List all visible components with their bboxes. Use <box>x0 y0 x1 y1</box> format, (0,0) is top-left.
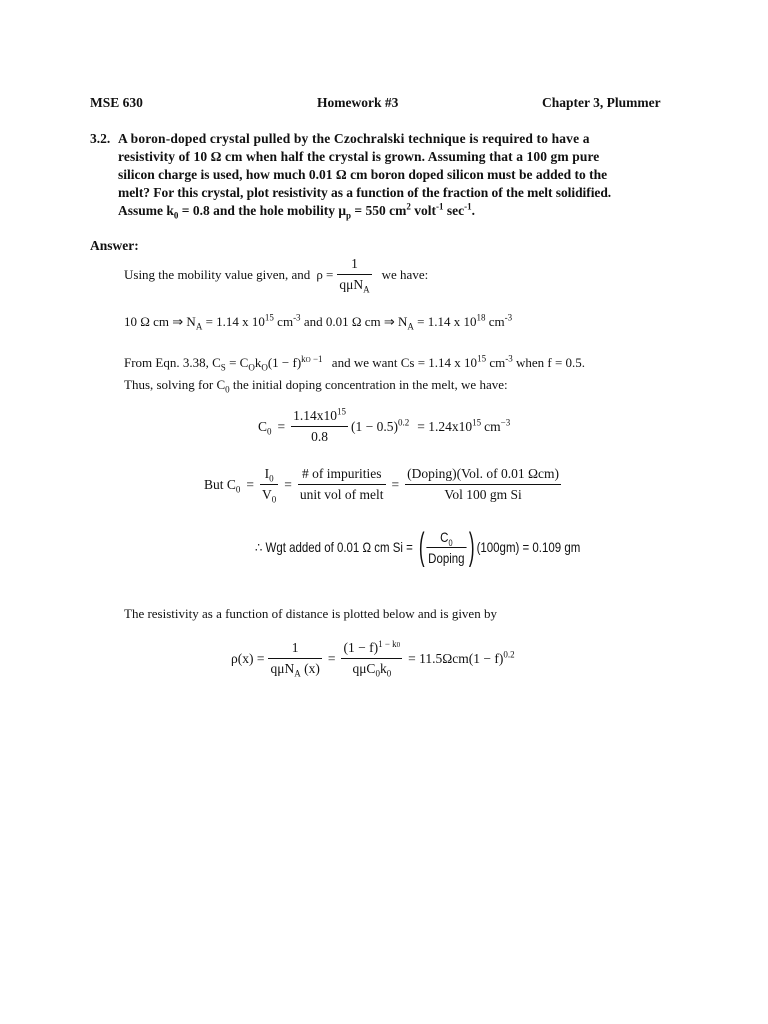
rho-x-fraction-1: $\frac{1}{q\mu N_A (x)}$ <box>270 640 320 679</box>
i0-v0-fraction: $\frac{I_0}{V_0}$ <box>262 466 277 505</box>
resistivity-equation: ρ(x) = $\frac{1}{q\mu N_A (x)}$ = $\frac{(1 - f)^{1 - k0}}{q\mu C_0k_0}$ = $11.5\Omega cm(1 - f)^{0.2}$ <box>231 638 515 679</box>
chapter-reference: Chapter 3, Plummer <box>542 95 661 110</box>
c0-doping-fraction: $\frac{C_0}{\text{Doping}}$ <box>428 528 465 566</box>
course-code: MSE 630 <box>90 95 143 110</box>
initial-concentration-equation: $C_0$ = $\frac{1.14x10^{15}}{0.8}$ $(1 - 0.5)^{0.2}$ = $1.24x10^{15}$ $cm^{-3}$ <box>258 406 511 444</box>
problem-statement <box>118 130 678 220</box>
mobility-statement: Using the mobility value given, and ρ = $\frac{1}{q\mu N_A}$ we have: <box>124 256 429 295</box>
acceptor-concentration-line: 10 Ω cm ⇒ $N_A = 1.14$ x $10^{15}$ $cm^{-3}$ and 0.01 Ω cm ⇒ $N_A = 1.14$ x $10^{18}$ $cm^{-3}$ <box>124 312 513 332</box>
problem-assumption: Assume $k_0 = 0.8$ and the hole mobility $\mu_p = 550$ $cm^2$ volt$^{-1}$ $\sec^{-1}$. <box>118 201 475 221</box>
rho-fraction: $\frac{1}{q\mu N_A}$ <box>339 256 370 295</box>
resistivity-statement: The resistivity as a function of distance is plotted below and is given by <box>124 606 497 621</box>
impurity-ratio-equation: But $C_0$ = $\frac{I_0}{V_0}$ = $\frac{\text{\# of impurities}}{\text{unit vol of melt}}$ = $\frac{\text{(Doping)(Vol. of 0.01 Ωcm)}}{\text{Vol 100 gm Si}}$ <box>204 466 560 505</box>
scheil-equation-line: From Eqn. 3.38, $C_S = C_Ok_O(1 - f)^{kO -1}$ and we want Cs = 1.14 x $10^{15}$ $cm^{-3}$ when f = 0.5. <box>124 353 586 373</box>
c0-fraction: $\frac{1.14x10^{15}}{0.8}$ <box>293 406 347 444</box>
problem-line: silicon charge is used, how much 0.01 Ω cm boron doped silicon must be added to the <box>118 167 608 182</box>
rho-x-fraction-2: $\frac{(1 - f)^{1 - k0}}{q\mu C_0k_0}$ <box>343 638 401 679</box>
weight-added-equation: ∴ Wgt added of 0.01 Ω cm Si = ( $\frac{C_0}{\text{Doping}}$ ) (100gm) = 0.109 gm <box>255 526 581 568</box>
problem-line: resistivity of 10 Ω cm when half the crystal is grown. Assuming that a 100 gm pure <box>118 149 600 164</box>
impurities-fraction: $\frac{\text{\# of impurities}}{\text{unit vol of melt}}$ <box>299 466 384 502</box>
doping-volume-fraction: $\frac{\text{(Doping)(Vol. of 0.01 Ωcm)}}{\text{Vol 100 gm Si}}$ <box>407 466 560 502</box>
homework-number: Homework #3 <box>317 95 399 110</box>
thus-statement: Thus, solving for $C_0$ the initial doping concentration in the melt, we have: <box>124 377 508 395</box>
problem-number: 3.2. <box>90 131 111 146</box>
problem-line: A boron-doped crystal pulled by the Czochralski technique is required to have a <box>118 131 590 146</box>
answer-label: Answer: <box>90 238 139 253</box>
problem-line: melt? For this crystal, plot resistivity as a function of the fraction of the melt solidified. <box>118 185 612 200</box>
